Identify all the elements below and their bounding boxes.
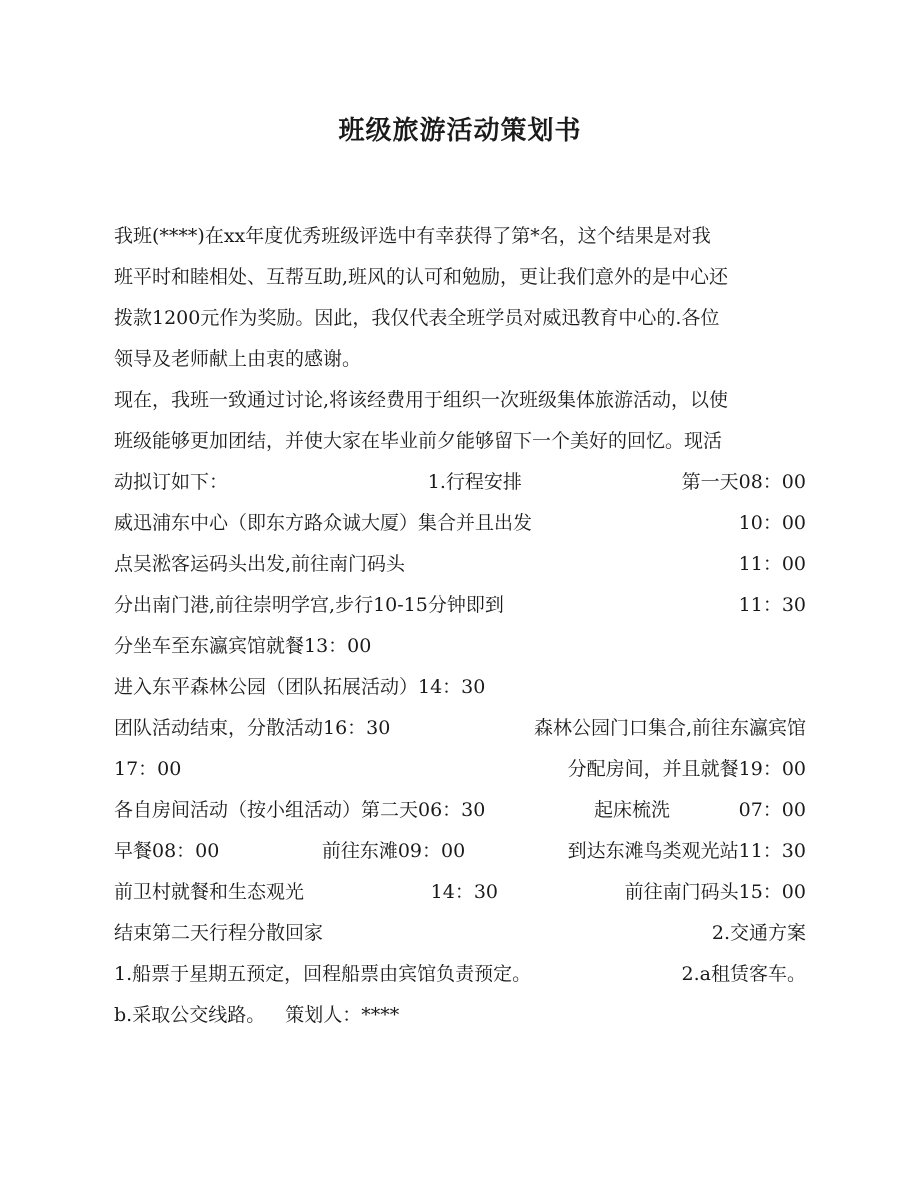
body-line [114, 380, 806, 421]
schedule-time: 14：30 [430, 881, 498, 903]
body-line [114, 913, 806, 954]
body-line [114, 831, 806, 872]
line-text: 起床梳洗 [593, 799, 670, 821]
line-text: 班平时和睦相处、互帮互助,班风的认可和勉励，更让我们意外的是中心还 [114, 266, 729, 288]
line-text: 领导及老师献上由衷的感谢。 [114, 348, 362, 370]
body-line [114, 339, 806, 380]
body-line [114, 585, 806, 626]
line-text: 分出南门港,前往崇明学宫,步行10-15分钟即到 [114, 594, 504, 616]
body-line [114, 708, 806, 749]
body-line [114, 257, 806, 298]
line-text: b.采取公交线路。 [114, 1004, 266, 1026]
line-text: 森林公园门口集合,前往东瀛宾馆 [533, 717, 806, 739]
body-line [114, 667, 806, 708]
line-text: 结束第二天行程分散回家 [114, 922, 324, 944]
line-text: 进入东平森林公园（团队拓展活动）14：30 [114, 676, 486, 698]
line-text: 威迅浦东中心（即东方路众诚大厦）集合并且出发 [114, 512, 533, 534]
line-text: 早餐08：00 [114, 840, 220, 862]
schedule-time: 07：00 [738, 799, 806, 821]
body-line [114, 995, 806, 1036]
body-line [114, 954, 806, 995]
body-line [114, 790, 806, 831]
line-text: 分坐车至东瀛宾馆就餐13：00 [114, 635, 372, 657]
schedule-time: 第一天08：00 [681, 471, 806, 493]
schedule-time: 11：00 [738, 553, 806, 575]
line-text: 各自房间活动（按小组活动）第二天06：30 [114, 799, 486, 821]
document-body [114, 216, 806, 1036]
line-text: 2.a租赁客车。 [681, 963, 806, 985]
line-text: 前往东滩09：00 [321, 840, 466, 862]
line-text: 1.船票于星期五预定，回程船票由宾馆负责预定。 [114, 963, 532, 985]
line-text: 团队活动结束，分散活动16：30 [114, 717, 391, 739]
line-text: 现在，我班一致通过讨论,将该经费用于组织一次班级集体旅游活动，以使 [114, 389, 729, 411]
planner-signature: 策划人：**** [285, 1004, 400, 1026]
line-text: 点吴淞客运码头出发,前往南门码头 [114, 553, 406, 575]
line-text: 拨款1200元作为奖励。因此，我仅代表全班学员对威迅教育中心的.各位 [114, 307, 720, 329]
body-line [114, 462, 806, 503]
line-text: 分配房间，并且就餐19：00 [567, 758, 806, 780]
line-text: 班级能够更加团结，并使大家在毕业前夕能够留下一个美好的回忆。现活 [114, 430, 723, 452]
body-line [114, 298, 806, 339]
line-text: 前卫村就餐和生态观光 [114, 881, 305, 903]
schedule-time: 10：00 [738, 512, 806, 534]
section-heading-itinerary: 1.行程安排 [427, 471, 522, 493]
body-line [114, 503, 806, 544]
body-line [114, 626, 806, 667]
section-heading-transport: 2.交通方案 [711, 922, 806, 944]
body-line [114, 544, 806, 585]
line-text: 前往南门码头15：00 [624, 881, 806, 903]
body-line [114, 749, 806, 790]
line-text: 动拟订如下： [114, 471, 229, 493]
schedule-time: 11：30 [738, 594, 806, 616]
body-line [114, 872, 806, 913]
line-text: 我班(****)在xx年度优秀班级评选中有幸获得了第*名，这个结果是对我 [114, 225, 711, 247]
body-line [114, 216, 806, 257]
body-line [114, 421, 806, 462]
line-text: 到达东滩鸟类观光站11：30 [567, 840, 806, 862]
document-title: 班级旅游活动策划书 [338, 116, 582, 146]
schedule-time: 17：00 [114, 758, 182, 780]
